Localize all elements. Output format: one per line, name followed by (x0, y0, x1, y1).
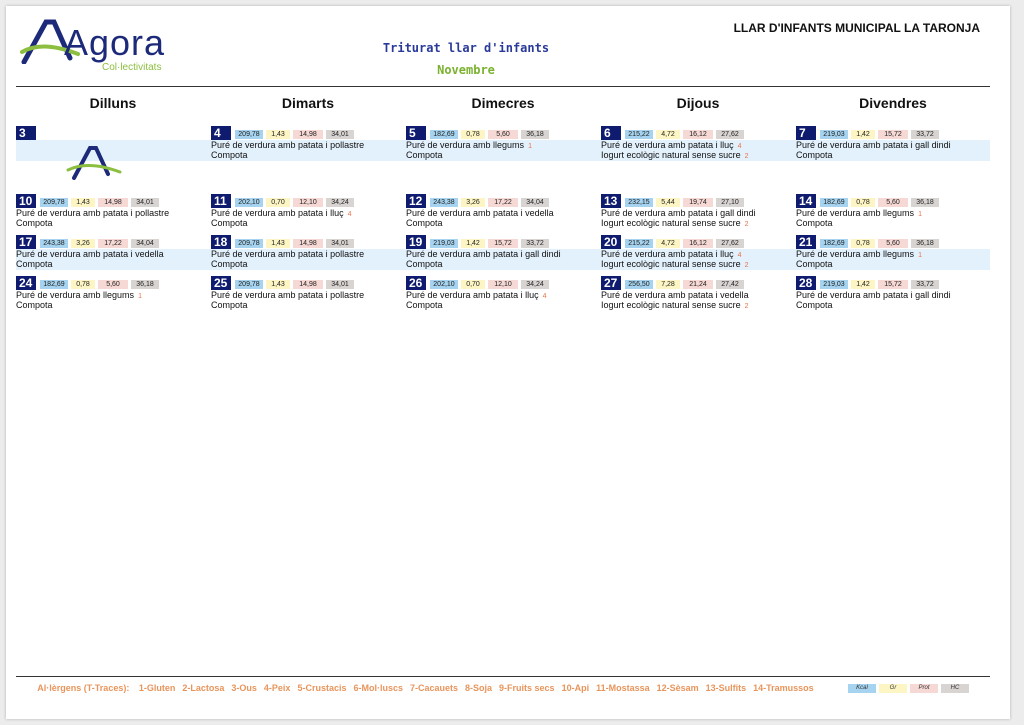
legend-kcal: Kcal (848, 684, 876, 693)
allergen-item: 1-Gluten (138, 683, 176, 693)
dessert (796, 300, 833, 310)
day-cell (16, 194, 210, 234)
dessert-text: Compota (16, 218, 53, 228)
main-dish (211, 208, 351, 218)
day-number-badge: 13 (601, 194, 621, 208)
day-number-badge: 11 (211, 194, 231, 208)
day-number-badge: 3 (16, 126, 36, 140)
kcal-value: 215,22 (625, 239, 653, 248)
dessert (796, 259, 833, 269)
week-row (16, 276, 990, 316)
day-cell (211, 194, 405, 234)
day-cell (796, 194, 990, 234)
main-dish (796, 140, 951, 150)
kcal-value: 209,78 (40, 198, 68, 207)
dessert (211, 150, 248, 160)
carbs-value: 34,01 (326, 130, 354, 139)
main-dish (16, 249, 164, 259)
protein-value: 14,98 (293, 239, 323, 248)
main-dish-text: Puré de verdura amb patata i lluç (601, 140, 734, 150)
day-number-badge: 26 (406, 276, 426, 290)
day-number-badge: 28 (796, 276, 816, 290)
main-dish (211, 249, 364, 259)
menu-month: Novembre (437, 63, 495, 77)
main-dish-text: Puré de verdura amb patata i gall dindi (796, 140, 951, 150)
allergen-item: 9-Fruits secs (499, 683, 555, 693)
kcal-value: 215,22 (625, 130, 653, 139)
main-dish-text: Puré de verdura amb patata i gall dindi (406, 249, 561, 259)
allergen-item: 7-Cacauets (409, 683, 459, 693)
day-cell (406, 276, 600, 316)
allergen-item: 3-Ous (231, 683, 257, 693)
weekday-wednesday: Dimecres (471, 95, 535, 111)
main-dish-text: Puré de verdura amb llegums (16, 290, 135, 300)
fat-value: 0,70 (266, 198, 290, 207)
fat-value: 3,26 (461, 198, 485, 207)
kcal-value: 243,38 (40, 239, 68, 248)
protein-value: 16,12 (683, 239, 713, 248)
carbs-value: 34,04 (521, 198, 549, 207)
kcal-value: 232,15 (625, 198, 653, 207)
carbs-value: 34,01 (131, 198, 159, 207)
main-dish-text: Puré de verdura amb patata i pollastre (16, 208, 170, 218)
menu-title: Triturat llar d'infants (382, 41, 550, 55)
main-dish-text: Puré de verdura amb patata i pollastre (211, 140, 365, 150)
main-dish (601, 208, 756, 218)
carbs-value: 34,24 (326, 198, 354, 207)
allergen-label: Al·lèrgens (T-Traces): (37, 683, 130, 693)
allergen-item: 13-Sulfits (705, 683, 747, 693)
carbs-value: 33,72 (911, 280, 939, 289)
day-cell (601, 126, 795, 166)
allergen-code: 4 (542, 293, 547, 300)
day-number-badge: 6 (601, 126, 621, 140)
day-number-badge: 10 (16, 194, 36, 208)
allergen-code: 2 (744, 153, 749, 160)
fat-value: 0,78 (71, 280, 95, 289)
carbs-value: 36,18 (911, 239, 939, 248)
dessert (601, 218, 749, 228)
protein-value: 14,98 (293, 130, 323, 139)
main-dish-text: Puré de verdura amb patata i lluç (406, 290, 539, 300)
dessert-text: Iogurt ecològic natural sense sucre (601, 259, 741, 269)
day-cell (406, 194, 600, 234)
allergen-item: 4-Peix (263, 683, 291, 693)
carbs-value: 36,18 (911, 198, 939, 207)
day-cell (16, 276, 210, 316)
protein-value: 15,72 (488, 239, 518, 248)
day-number-badge: 5 (406, 126, 426, 140)
dessert (16, 259, 53, 269)
day-number-badge: 17 (16, 235, 36, 249)
main-dish-text: Puré de verdura amb patata i gall dindi (796, 290, 951, 300)
carbs-value: 27,10 (716, 198, 744, 207)
allergen-code: 1 (918, 252, 922, 259)
protein-value: 12,10 (488, 280, 518, 289)
logo-word: Agora (64, 22, 166, 63)
day-cell (211, 235, 405, 275)
fat-value: 0,70 (461, 280, 485, 289)
dessert-text: Compota (406, 150, 443, 160)
carbs-value: 34,01 (326, 239, 354, 248)
allergen-item: 11-Mostassa (596, 683, 650, 693)
main-dish-text: Puré de verdura amb llegums (796, 249, 915, 259)
kcal-value: 219,03 (430, 239, 458, 248)
protein-value: 14,98 (293, 280, 323, 289)
main-dish-text: Puré de verdura amb patata i pollastre (211, 290, 365, 300)
day-cell (406, 235, 600, 275)
main-dish (211, 140, 364, 150)
main-dish (601, 140, 741, 150)
fat-value: 0,78 (851, 198, 875, 207)
school-name: LLAR D'INFANTS MUNICIPAL LA TARONJA (733, 21, 980, 35)
main-dish-text: Puré de verdura amb patata i gall dindi (601, 208, 756, 218)
day-cell (796, 276, 990, 316)
dessert (601, 150, 749, 160)
fat-value: 4,72 (656, 239, 680, 248)
legend-gr: Gr (879, 684, 907, 693)
day-number-badge: 12 (406, 194, 426, 208)
protein-value: 15,72 (878, 130, 908, 139)
protein-value: 17,22 (98, 239, 128, 248)
allergen-legend (34, 682, 824, 694)
main-dish (16, 290, 142, 300)
main-dish (601, 249, 741, 259)
main-dish-text: Puré de verdura amb patata i vedella (601, 290, 749, 300)
fat-value: 1,43 (266, 130, 290, 139)
main-dish (796, 208, 922, 218)
fat-value: 7,28 (656, 280, 680, 289)
protein-value: 16,12 (683, 130, 713, 139)
fat-value: 5,44 (656, 198, 680, 207)
footer-divider (16, 676, 990, 677)
protein-value: 21,24 (683, 280, 713, 289)
kcal-value: 182,69 (820, 198, 848, 207)
protein-value: 12,10 (293, 198, 323, 207)
week-row (16, 194, 990, 234)
day-number-badge: 14 (796, 194, 816, 208)
main-dish-text: Puré de verdura amb patata i vedella (406, 208, 554, 218)
dessert-text: Iogurt ecològic natural sense sucre (601, 218, 741, 228)
allergen-code: 4 (737, 252, 742, 259)
fat-value: 0,78 (851, 239, 875, 248)
day-number-badge: 20 (601, 235, 621, 249)
main-dish-text: Puré de verdura amb patata i lluç (601, 249, 734, 259)
allergen-code: 1 (918, 211, 922, 218)
day-number-badge: 27 (601, 276, 621, 290)
protein-value: 19,74 (683, 198, 713, 207)
kcal-value: 182,69 (820, 239, 848, 248)
allergen-item: 10-Api (561, 683, 590, 693)
kcal-value: 256,50 (625, 280, 653, 289)
kcal-value: 209,78 (235, 239, 263, 248)
day-number-badge: 7 (796, 126, 816, 140)
carbs-value: 27,62 (716, 239, 744, 248)
carbs-value: 27,42 (716, 280, 744, 289)
carbs-value: 34,04 (131, 239, 159, 248)
dessert-text: Compota (796, 300, 833, 310)
weekday-header (16, 95, 990, 115)
legend-hc: HC (941, 684, 969, 693)
main-dish-text: Puré de verdura amb llegums (406, 140, 525, 150)
dessert-text: Compota (211, 150, 248, 160)
allergen-code: 2 (744, 262, 749, 269)
protein-value: 15,72 (878, 280, 908, 289)
dessert-text: Compota (211, 259, 248, 269)
holiday-logo-icon (64, 144, 124, 185)
dessert (16, 218, 53, 228)
kcal-value: 202,10 (235, 198, 263, 207)
carbs-value: 33,72 (521, 239, 549, 248)
dessert-text: Compota (796, 150, 833, 160)
carbs-value: 36,18 (131, 280, 159, 289)
day-cell (601, 235, 795, 275)
week-row (16, 126, 990, 166)
dessert (16, 300, 53, 310)
allergen-code: 1 (528, 143, 532, 150)
allergen-item: 8-Soja (465, 683, 493, 693)
day-number-badge: 19 (406, 235, 426, 249)
fat-value: 1,42 (851, 280, 875, 289)
main-dish (211, 290, 364, 300)
carbs-value: 36,18 (521, 130, 549, 139)
day-cell (796, 126, 990, 166)
main-dish-text: Puré de verdura amb patata i lluç (211, 208, 344, 218)
protein-value: 5,60 (878, 239, 908, 248)
day-number-badge: 24 (16, 276, 36, 290)
dessert (211, 300, 248, 310)
allergen-item: 2-Lactosa (182, 683, 225, 693)
day-cell (211, 126, 405, 166)
allergen-item: 14-Tramussos (753, 683, 814, 693)
allergen-code: 2 (744, 221, 749, 228)
carbs-value: 34,24 (521, 280, 549, 289)
fat-value: 1,43 (71, 198, 95, 207)
kcal-value: 202,10 (430, 280, 458, 289)
fat-value: 1,42 (461, 239, 485, 248)
protein-value: 5,60 (488, 130, 518, 139)
kcal-value: 219,03 (820, 130, 848, 139)
day-cell (16, 126, 210, 166)
day-cell (211, 276, 405, 316)
protein-value: 14,98 (98, 198, 128, 207)
kcal-value: 182,69 (430, 130, 458, 139)
allergen-item: 6-Mol·luscs (353, 683, 403, 693)
allergen-code: 1 (138, 293, 142, 300)
main-dish (796, 290, 951, 300)
fat-value: 0,78 (461, 130, 485, 139)
dessert (601, 300, 749, 310)
day-number-badge: 25 (211, 276, 231, 290)
day-cell (796, 235, 990, 275)
allergen-item: 12-Sèsam (656, 683, 699, 693)
weekday-friday: Divendres (859, 95, 927, 111)
dessert (211, 259, 248, 269)
fat-value: 3,26 (71, 239, 95, 248)
day-cell (601, 194, 795, 234)
allergen-code: 4 (347, 211, 352, 218)
legend-prot: Prot (910, 684, 938, 693)
main-dish (406, 140, 532, 150)
dessert-text: Iogurt ecològic natural sense sucre (601, 300, 741, 310)
week-row (16, 235, 990, 275)
carbs-value: 33,72 (911, 130, 939, 139)
main-dish-text: Puré de verdura amb llegums (796, 208, 915, 218)
dessert (601, 259, 749, 269)
fat-value: 4,72 (656, 130, 680, 139)
main-dish (796, 249, 922, 259)
dessert-text: Compota (796, 259, 833, 269)
day-cell (16, 235, 210, 275)
main-dish (16, 208, 169, 218)
weekday-tuesday: Dimarts (281, 95, 335, 111)
dessert-text: Compota (16, 259, 53, 269)
allergen-code: 4 (737, 143, 742, 150)
main-dish (406, 208, 554, 218)
kcal-value: 182,69 (40, 280, 68, 289)
dessert (796, 150, 833, 160)
logo-subtitle: Col·lectivitats (102, 62, 162, 73)
dessert-text: Compota (211, 218, 248, 228)
dessert (406, 300, 443, 310)
fat-value: 1,42 (851, 130, 875, 139)
main-dish-text: Puré de verdura amb patata i vedella (16, 249, 164, 259)
dessert (406, 259, 443, 269)
dessert (406, 218, 443, 228)
kcal-value: 243,38 (430, 198, 458, 207)
dessert-text: Compota (406, 259, 443, 269)
fat-value: 1,43 (266, 280, 290, 289)
day-number-badge: 18 (211, 235, 231, 249)
kcal-value: 219,03 (820, 280, 848, 289)
carbs-value: 34,01 (326, 280, 354, 289)
dessert-text: Compota (211, 300, 248, 310)
day-number-badge: 4 (211, 126, 231, 140)
protein-value: 5,60 (98, 280, 128, 289)
fat-value: 1,43 (266, 239, 290, 248)
dessert (796, 218, 833, 228)
main-dish (406, 249, 561, 259)
weekday-thursday: Dijous (676, 95, 720, 111)
day-number-badge: 21 (796, 235, 816, 249)
dessert (211, 218, 248, 228)
protein-value: 5,60 (878, 198, 908, 207)
dessert-text: Compota (406, 218, 443, 228)
dessert-text: Compota (16, 300, 53, 310)
kcal-value: 209,78 (235, 280, 263, 289)
carbs-value: 27,62 (716, 130, 744, 139)
menu-page (6, 6, 1010, 719)
protein-value: 17,22 (488, 198, 518, 207)
dessert-text: Compota (796, 218, 833, 228)
dessert-text: Iogurt ecològic natural sense sucre (601, 150, 741, 160)
allergen-item: 5-Crustacis (297, 683, 347, 693)
weekday-monday: Dilluns (89, 95, 137, 111)
allergen-code: 2 (744, 303, 749, 310)
dessert-text: Compota (406, 300, 443, 310)
main-dish (601, 290, 749, 300)
dessert (406, 150, 443, 160)
header-divider (16, 86, 990, 87)
kcal-value: 209,78 (235, 130, 263, 139)
main-dish (406, 290, 546, 300)
day-cell (601, 276, 795, 316)
main-dish-text: Puré de verdura amb patata i pollastre (211, 249, 365, 259)
agora-logo (20, 16, 180, 76)
day-cell (406, 126, 600, 166)
